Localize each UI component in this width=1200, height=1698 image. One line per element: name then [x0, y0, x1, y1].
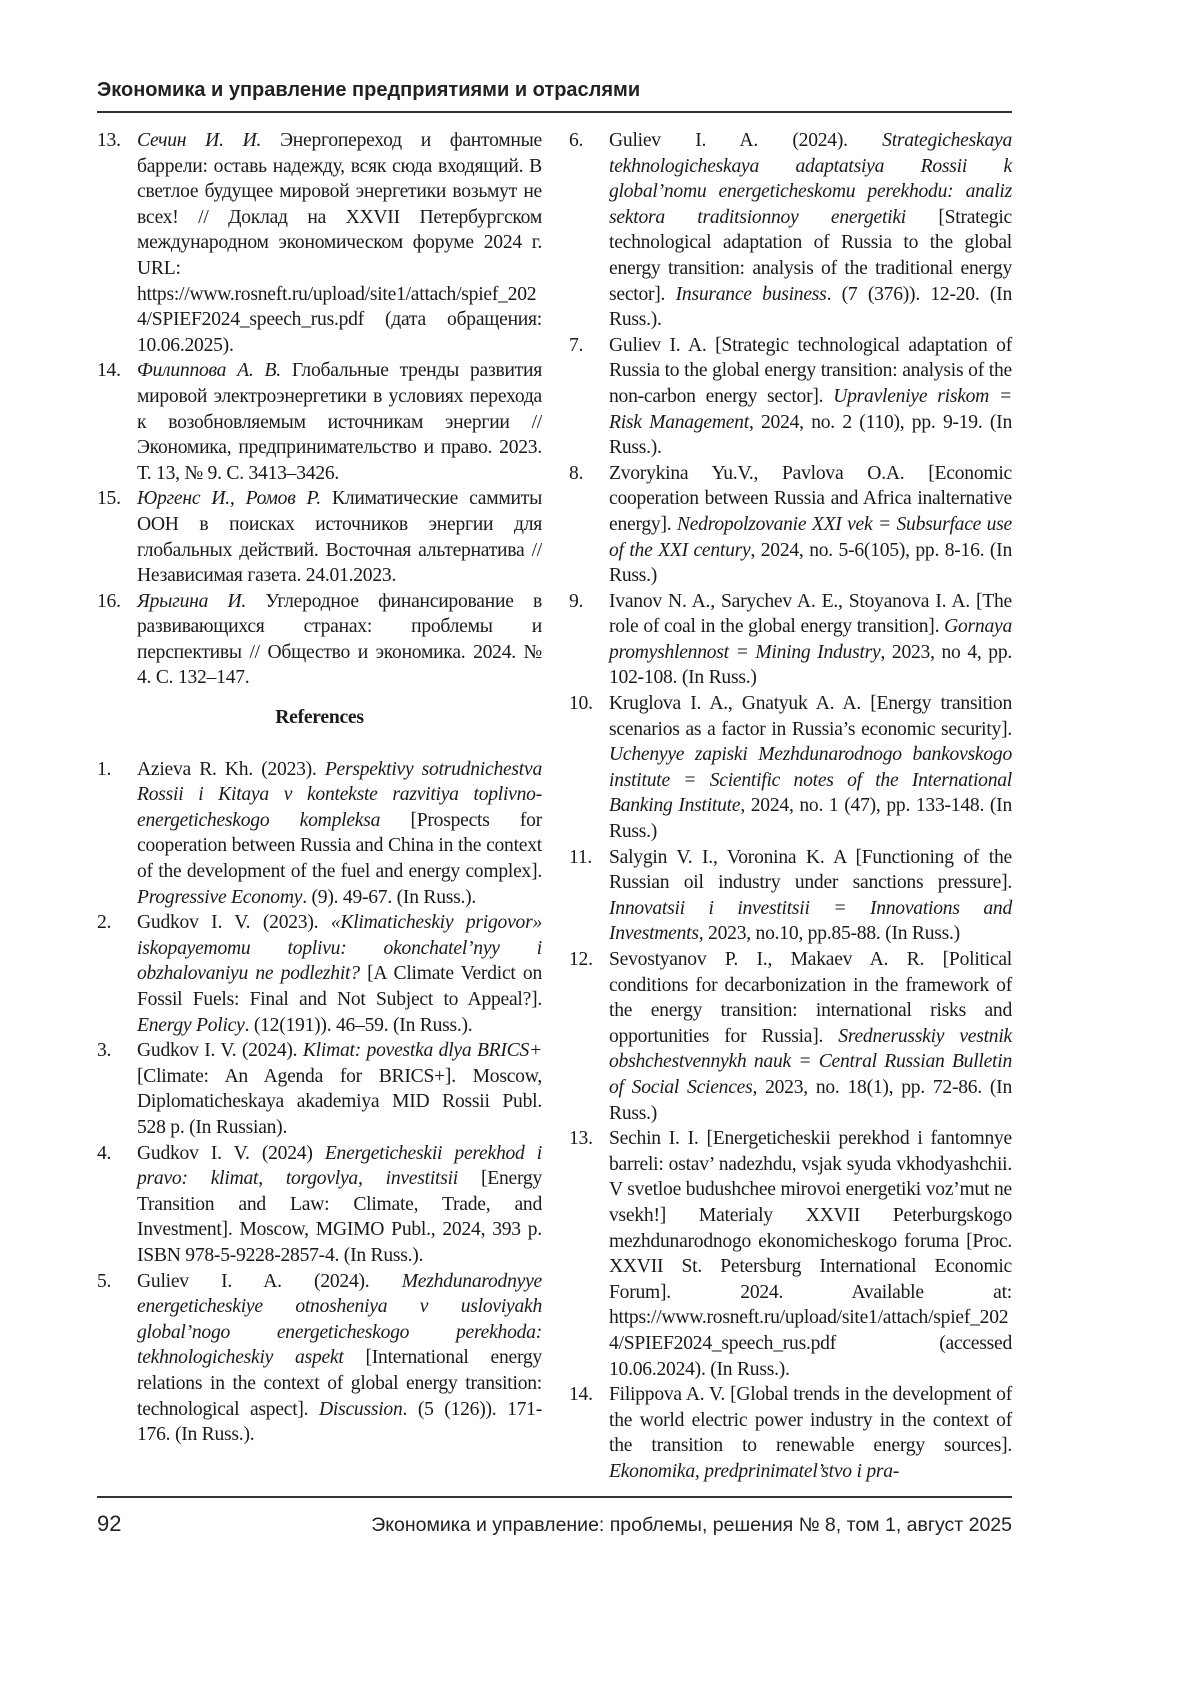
reference-part: Энергопереход и фантомные баррели: оставь надежду, всяк сюда входящий. В светлое будущее мировой энергетики возьмут не всех! // Доклад на XXVII Петербургском международном экономическом форуме 2024 г. URL: https://www.rosneft.ru/upload/site1/attach/spief_2024/SPIEF2024_speech_rus.pdf (дата обращения: 10.06.2025). — [137, 130, 542, 356]
reference-number: 14. — [97, 360, 121, 382]
reference-italic-part: Energeticheskii perekhod i pravo: klimat, torgovlya, investitsii — [137, 1142, 542, 1190]
reference-italic-part: Energy Policy — [137, 1014, 245, 1036]
running-header: Экономика и управление предприятиями и отраслями — [97, 79, 641, 101]
reference-part: Углеродное финансирование в развивающихся странах: проблемы и перспективы // Общество и экономика. 2024. № 4. С. 132–147. — [137, 590, 542, 689]
reference-part: . (12(191)). 46–59. (In Russ.). — [244, 1014, 473, 1036]
reference-item — [97, 1269, 542, 1448]
reference-number: 6. — [569, 130, 584, 151]
reference-part: [A Climate Verdict on Fossil Fuels: Final and Not Subject to Appeal?]. — [137, 963, 542, 1010]
reference-part: Guliev I. A. (2024). — [609, 130, 883, 151]
reference-item — [569, 947, 1012, 1126]
left-column — [97, 128, 542, 1484]
reference-item — [97, 1038, 542, 1140]
reference-part: Azieva R. Kh. (2023). — [137, 758, 325, 780]
russian-reference-list — [97, 128, 542, 691]
reference-text — [609, 1126, 1012, 1382]
reference-item — [569, 691, 1012, 845]
reference-part: Sechin I. I. [Energeticheskii perekhod i fantomnye barreli: ostav’ nadezhdu, vsjak syuda vkhodyashchii. V svetloe budushchee mirovoi energetiki voz’mut ne vsekh!] Materialy XXVII Peterburgskogo mezhdunarodnogo ekonomicheskogo foruma [Proc. XXVII St. Petersburg International Economic Forum]. 2024. Available at: https://www.rosneft.ru/upload/site1/attach/spief_2024/SPIEF2024_speech_rus.pdf (accessed 10.06.2024). (In Russ.). — [609, 1128, 1012, 1380]
page-number: 92 — [97, 1511, 122, 1537]
reference-item — [569, 128, 1012, 333]
reference-number: 7. — [569, 334, 584, 356]
reference-italic-part: Юргенс И., Ромов Р. — [137, 488, 321, 510]
reference-text — [609, 461, 1012, 589]
reference-item — [97, 1141, 542, 1269]
reference-item — [569, 1382, 1012, 1484]
reference-part: Kruglova I. A., Gnatyuk A. A. [Energy transition scenarios as a factor in Russia’s economic security]. — [609, 693, 1012, 740]
reference-part: Sevostyanov P. I., Makaev A. R. [Political conditions for decarbonization in the framework of the energy transition: international risks and opportunities for Russia]. — [609, 949, 1012, 1047]
reference-number: 8. — [569, 462, 584, 484]
reference-part: Gudkov I. V. (2023). — [137, 912, 331, 934]
reference-italic-part: Gornaya promyshlennost = Mining Industry — [609, 616, 1012, 663]
reference-italic-part: Upravleniye riskom = Risk Management — [609, 385, 1012, 433]
reference-part: Ivanov N. A., Sarychev A. E., Stoyanova I. A. [The role of coal in the global energy transition]. — [609, 590, 1012, 638]
reference-part: . (5 (126)). 171-176. (In Russ.). — [137, 1398, 542, 1446]
reference-text — [609, 128, 1012, 333]
reference-italic-part: Innovatsii i investitsii = Innovations and Investments — [609, 897, 1012, 945]
reference-item — [569, 589, 1012, 691]
columns — [97, 128, 1012, 1484]
reference-italic-part: Perspektivy sotrudnichestva Rossii i Kitaya v kontekste razvitiya toplivno-energeticheskogo kompleksa — [137, 758, 542, 831]
reference-text — [137, 358, 542, 486]
reference-part: Guliev I. A. [Strategic technological adaptation of Russia to the global energy transition: analysis of the non-carbon energy sector]. — [609, 334, 1012, 407]
reference-text — [137, 910, 542, 1038]
reference-item — [97, 486, 542, 588]
reference-number: 10. — [569, 693, 593, 715]
reference-part: Zvorykina Yu.V., Pavlova O.A. [Economic cooperation between Russia and Africa inalternative energy]. — [609, 462, 1012, 535]
reference-item — [97, 910, 542, 1038]
reference-part: . (9). 49-67. (In Russ.). — [302, 886, 477, 908]
reference-item — [569, 1126, 1012, 1382]
reference-number: 12. — [569, 949, 593, 970]
reference-number: 15. — [97, 488, 121, 510]
reference-part: Gudkov I. V. (2024) — [137, 1142, 325, 1164]
reference-italic-part: Mezhdunarodnyye energeticheskiye otnosheniya v usloviyakh global’nogo energeticheskogo perekhoda: tekhnologicheskiy aspekt — [137, 1270, 542, 1369]
reference-item — [569, 333, 1012, 461]
right-column — [569, 128, 1012, 1484]
reference-item — [97, 589, 542, 691]
reference-part: , 2024, no. 5-6(105), pp. 8-16. (In Russ.) — [609, 539, 1012, 587]
reference-text — [137, 757, 542, 911]
reference-text — [137, 589, 542, 691]
reference-number: 1. — [97, 758, 112, 780]
reference-item — [97, 358, 542, 486]
reference-number: 2. — [97, 912, 112, 934]
reference-italic-part: Klimat: povestka dlya BRICS+ — [302, 1040, 542, 1062]
reference-number: 3. — [97, 1040, 112, 1062]
reference-part: Gudkov I. V. (2024). — [137, 1040, 303, 1062]
reference-italic-part: Strategicheskaya tekhnologicheskaya adaptatsiya Rossii k global’nomu energeticheskomu perekhodu: analiz sektora traditsionnoy energetiki — [609, 130, 1012, 228]
reference-number: 9. — [569, 590, 584, 612]
reference-number: 14. — [569, 1384, 593, 1406]
english-reference-list — [97, 757, 542, 1448]
english-reference-list-continued — [569, 128, 1012, 1484]
reference-text — [609, 845, 1012, 947]
header-rule — [97, 111, 1012, 113]
footer-rule — [97, 1496, 1012, 1498]
journal-footer: Экономика и управление: проблемы, решения № 8, том 1, август 2025 — [371, 1514, 1012, 1537]
footer — [97, 1510, 1012, 1539]
reference-italic-part: Филиппова А. В. — [137, 360, 281, 382]
reference-item — [569, 461, 1012, 589]
reference-part: Глобальные тренды развития мировой электроэнергетики в условиях перехода к возобновляемым источникам энергии // Экономика, предпринимательство и право. 2023. Т. 13, № 9. С. 3413–3426. — [137, 360, 542, 484]
reference-number: 11. — [569, 846, 593, 868]
reference-italic-part: Discussion — [319, 1398, 403, 1420]
reference-italic-part: Srednerusskiy vestnik obshchestvennykh nauk = Central Russian Bulletin of Social Sciences — [609, 1025, 1012, 1098]
reference-part: Guliev I. A. (2024). — [137, 1270, 402, 1292]
reference-italic-part: Progressive Economy — [137, 886, 303, 908]
reference-part: [Prospects for cooperation between Russia and China in the context of the development of the fuel and energy complex]. — [137, 809, 542, 883]
reference-text — [137, 486, 542, 588]
reference-text — [137, 1269, 542, 1448]
reference-part: [Strategic technological adaptation of Russia to the global energy transition: analysis of the traditional energy sector]. — [609, 206, 1012, 305]
reference-part: , 2023, no 4, pp. 102-108. (In Russ.) — [609, 641, 1013, 689]
reference-part: [Climate: An Agenda for BRICS+]. Moscow, Diplomaticheskaya akademiya MID Rossii Publ. 528 p. (In Russian). — [137, 1065, 542, 1138]
reference-part: Filippova A. V. [Global trends in the development of the world electric power industry in the context of the transition to renewable energy sources]. — [609, 1384, 1012, 1457]
reference-italic-part: «Klimaticheskiy prigovor» iskopayemomu toplivu: okonchatel’nyy i obzhalovaniyu ne podlezhit? — [137, 912, 542, 985]
reference-italic-part: Сечин И. И. — [137, 130, 262, 151]
reference-text — [609, 947, 1012, 1126]
reference-number: 5. — [97, 1270, 112, 1292]
reference-text — [609, 589, 1012, 691]
reference-part: [Energy Transition and Law: Climate, Trade, and Investment]. Moscow, MGIMO Publ., 2024, 393 p. ISBN 978-5-9228-2857-4. (In Russ.). — [137, 1168, 542, 1266]
reference-part: , 2024, no. 1 (47), pp. 133-148. (In Russ.) — [609, 795, 1012, 843]
references-heading: References — [275, 707, 364, 729]
reference-text — [137, 128, 542, 358]
reference-italic-part: Ярыгина И. — [137, 590, 247, 612]
reference-number: 16. — [97, 590, 121, 612]
reference-part: , 2023, no. 18(1), pp. 72-86. (In Russ.) — [609, 1076, 1012, 1124]
reference-part: . (7 (376)). 12-20. (In Russ.). — [609, 283, 1012, 331]
reference-part: , 2024, no. 2 (110), pp. 9-19. (In Russ.). — [609, 411, 1013, 459]
reference-number: 13. — [569, 1128, 593, 1150]
reference-part: Salygin V. I., Voronina K. A [Functioning of the Russian oil industry under sanctions pressure]. — [609, 846, 1012, 894]
reference-item — [97, 128, 542, 358]
reference-part: [International energy relations in the context of global energy transition: technological aspect]. — [137, 1347, 542, 1420]
reference-italic-part: Nedropolzovanie XXI vek = Subsurface use of the XXI century — [609, 513, 1012, 561]
reference-text — [609, 333, 1012, 461]
reference-number: 13. — [97, 130, 121, 151]
reference-text — [609, 691, 1012, 845]
reference-number: 4. — [97, 1142, 112, 1164]
reference-part: , 2023, no.10, pp.85-88. (In Russ.) — [698, 923, 960, 945]
reference-italic-part: Insurance business — [675, 283, 827, 305]
reference-text — [609, 1382, 1012, 1484]
reference-item — [569, 845, 1012, 947]
reference-italic-part: Ekonomika, predprinimatel’stvo i pra- — [609, 1460, 900, 1482]
reference-text — [137, 1038, 542, 1140]
reference-italic-part: Uchenyye zapiski Mezhdunarodnogo bankovskogo institute = Scientific notes of the International Banking Institute — [609, 744, 1012, 817]
reference-text — [137, 1141, 542, 1269]
reference-item — [97, 757, 542, 911]
reference-part: Климатические саммиты ООН в поисках источников энергии для глобальных действий. Восточная альтернатива // Независимая газета. 24.01.2023. — [137, 488, 542, 587]
